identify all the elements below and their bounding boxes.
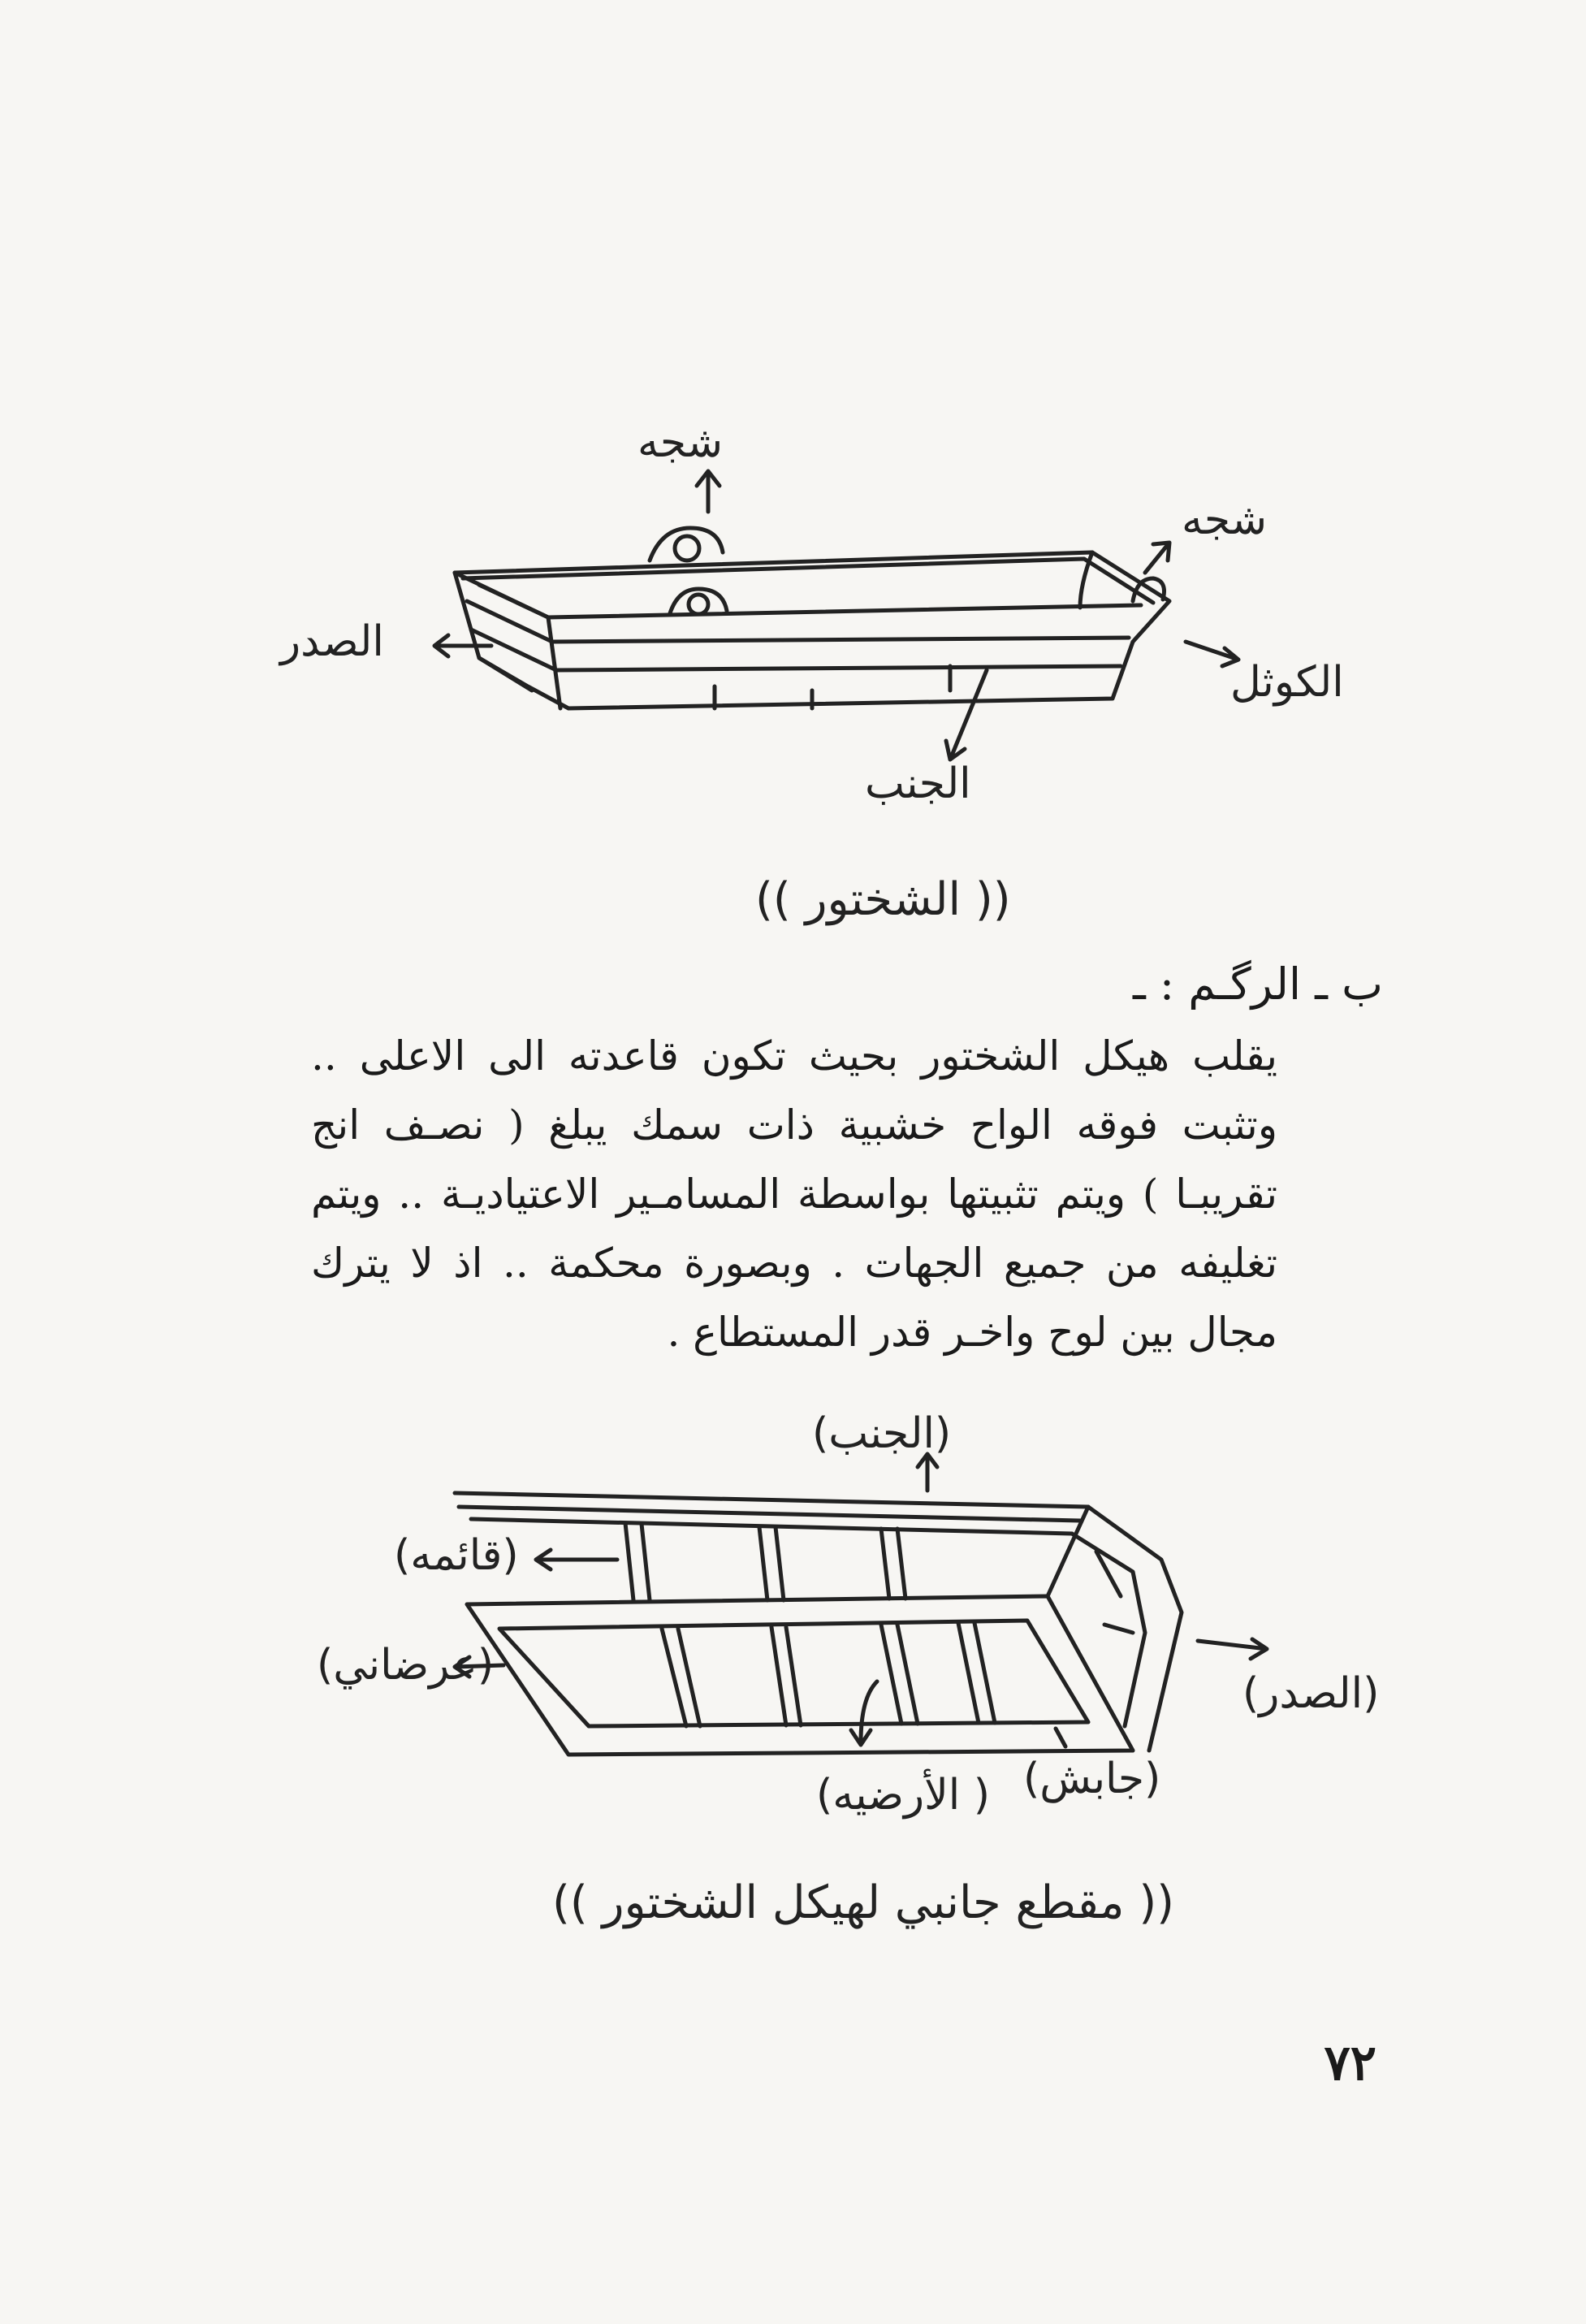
section-body: يقلب هيكل الشختور بحيث تكون قاعدته الى الاعلى .. وتثبت فوقه الواح خشبية ذات سمك يبلغ ( نصـف انج تقريبـا ) ويتم تثبيتها بواسطة المسامـير الاعتياديـة .. ويتم تغليفه من جميع الجهات . وبصورة محكمة .. اذ لا يترك مجال بين لوح واخـر قدر المستطاع .: [311, 1032, 1277, 1356]
arrow-janb-2: [918, 1454, 937, 1491]
label-top-shachia: شجه: [637, 418, 724, 467]
arrow-jabish: [1056, 1729, 1065, 1746]
section-heading: ب ـ الرگـم : ـ: [1132, 959, 1383, 1010]
frame-bottom: [467, 1596, 1133, 1755]
arrow-right-shachia: [1145, 543, 1169, 573]
label-janb: الجنب: [865, 760, 971, 808]
label-sadr-2: (الصدر): [1242, 1669, 1380, 1718]
label-sadr: الصدر: [280, 617, 384, 666]
arrow-sadr-2: [1198, 1639, 1267, 1659]
arrow-sadr: [434, 635, 491, 656]
page-number: ٧٢: [1324, 2035, 1376, 2092]
arrow-top: [697, 471, 720, 512]
label-janb-2: (الجنب): [812, 1409, 952, 1458]
arrow-qaima: [536, 1550, 617, 1569]
frame-top-rail: [455, 1493, 1088, 1507]
label-qaima: (قائمه): [394, 1531, 519, 1580]
figure1-caption: (( الشختور )): [755, 873, 1011, 926]
label-ardhani: (عرضاني): [317, 1641, 495, 1690]
label-jabish: (جابش): [1023, 1755, 1161, 1803]
figure2-caption: (( مقطع جانبي لهيكل الشختور )): [552, 1876, 1175, 1929]
label-kawthal: الكوثل: [1230, 658, 1344, 707]
label-ardhiya: ( الأرضيه): [816, 1771, 991, 1820]
oarlock-top: [650, 528, 723, 560]
label-right-shachia: شجه: [1182, 496, 1268, 544]
arrow-ardhiya: [851, 1681, 877, 1745]
